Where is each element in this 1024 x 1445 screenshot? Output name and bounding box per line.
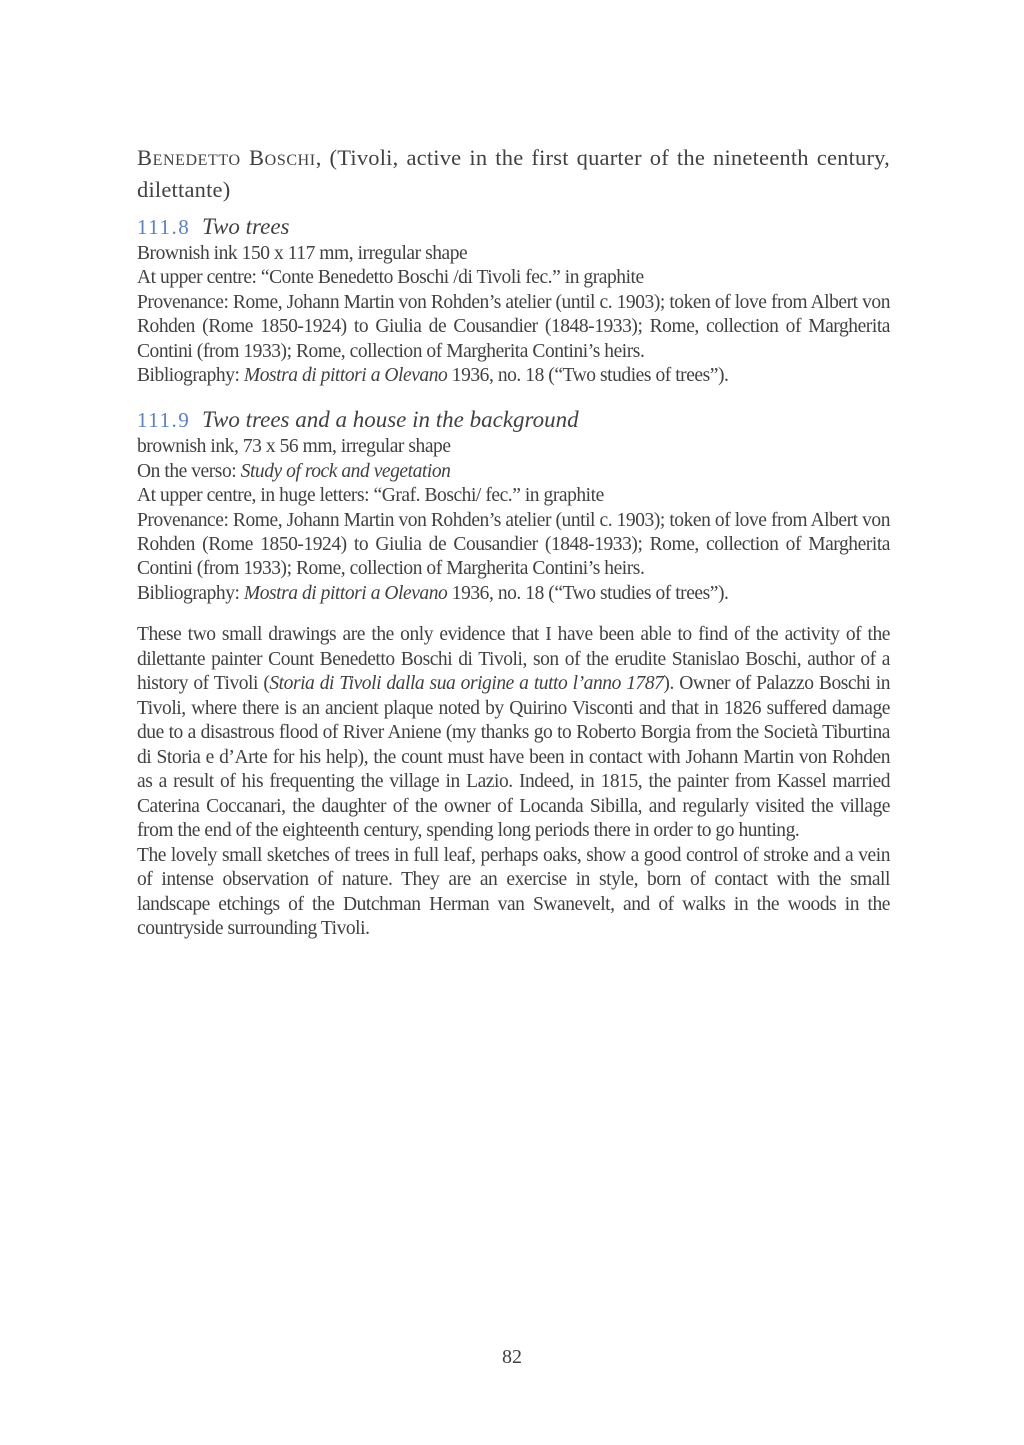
text-run: Provenance: Rome, Johann Martin von Rohden’s atelier (until c. 1903); token of love from Albert von Rohden (Rome 1850-1924) to Giulia de Cousandier (1848-1933); Rome, collection of Margherita Contini (from 1933); Rome, collection of Margherita Contini’s heirs. <box>137 291 890 362</box>
text-run: At upper centre, in huge letters: “Graf. Boschi/ fec.” in graphite <box>137 485 604 507</box>
text-run: Provenance: Rome, Johann Martin von Rohden’s atelier (until c. 1903); token of love from Albert von Rohden (Rome 1850-1924) to Giulia de Cousandier (1848-1933); Rome, collection of Margherita Contini (from 1933); Rome, collection of Margherita Contini’s heirs. <box>137 509 890 580</box>
entry-heading <box>137 405 890 435</box>
detail-line <box>137 435 890 459</box>
text-column <box>137 142 890 942</box>
detail-line <box>137 291 890 364</box>
detail-line <box>137 364 890 388</box>
detail-line <box>137 266 890 290</box>
body-paragraph <box>137 844 890 942</box>
entries <box>137 212 890 606</box>
text-run: The lovely small sketches of trees in full leaf, perhaps oaks, show a good control of stroke and a vein of intense observation of nature. They are an exercise in style, born of contact with the small landscape etchings of the Dutchman Herman van Swanevelt, and of walks in the woods in the countryside surrounding Tivoli. <box>137 844 890 940</box>
text-run: At upper centre: “Conte Benedetto Boschi /di Tivoli fec.” in graphite <box>137 267 644 289</box>
artist-name: Benedetto Boschi <box>137 145 316 170</box>
catalogue-number: 111.8 <box>137 215 191 239</box>
text-run: ). Owner of Palazzo Boschi in Tivoli, where there is an ancient plaque noted by Quirino Visconti and that in 1826 suffered damage due to a disastrous flood of River Aniene (my thanks go to Roberto Borgia from the Società Tiburtina di Storia e d’Arte for his help), the count must have been in contact with Johann Martin von Rohden as a result of his frequenting the village in Lazio. Indeed, in 1815, the painter from Kassel married Caterina Coccanari, the daughter of the owner of Locanda Sibilla, and regularly visited the village from the end of the eighteenth century, spending long periods there in order to go hunting. <box>137 673 890 842</box>
text-run: Bibliography: <box>137 582 244 604</box>
commentary <box>137 623 890 942</box>
text-run: Bibliography: <box>137 365 244 387</box>
page-number: 82 <box>502 1346 522 1368</box>
text-run: On the verso: <box>137 460 241 482</box>
detail-line <box>137 460 890 484</box>
entry-title: Two trees and a house in the background <box>201 407 579 433</box>
text-run: brownish ink, 73 x 56 mm, irregular shape <box>137 436 451 458</box>
artist-heading-rest: , (Tivoli, active in the first quarter of the nineteenth century, dilettante) <box>137 145 890 202</box>
italic-text-run: Study of rock and vegetation <box>240 460 451 482</box>
detail-line <box>137 484 890 508</box>
artist-heading <box>137 142 890 206</box>
text-run: These two small drawings are the only evidence that I have been able to find of the activity of the dilettante painter Count Benedetto Boschi di Tivoli, son of the erudite Stanislao Boschi, author of a history of Tivoli ( <box>137 624 890 695</box>
entry-heading <box>137 212 890 242</box>
text-run: Brownish ink 150 x 117 mm, irregular shape <box>137 243 468 264</box>
italic-text-run: Storia di Tivoli dalla sua origine a tutto l’anno 1787 <box>269 673 664 695</box>
body-paragraph <box>137 623 890 844</box>
italic-text-run: Mostra di pittori a Olevano <box>243 582 448 604</box>
text-run: 1936, no. 18 (“Two studies of trees”). <box>447 582 729 604</box>
detail-line <box>137 242 890 266</box>
detail-line <box>137 582 890 606</box>
catalogue-entry <box>137 405 890 606</box>
catalogue-entry <box>137 212 890 388</box>
text-run: 1936, no. 18 (“Two studies of trees”). <box>447 365 729 387</box>
catalogue-number: 111.9 <box>137 408 191 433</box>
italic-text-run: Mostra di pittori a Olevano <box>243 365 448 387</box>
entry-title: Two trees <box>201 214 290 239</box>
detail-line <box>137 509 890 582</box>
